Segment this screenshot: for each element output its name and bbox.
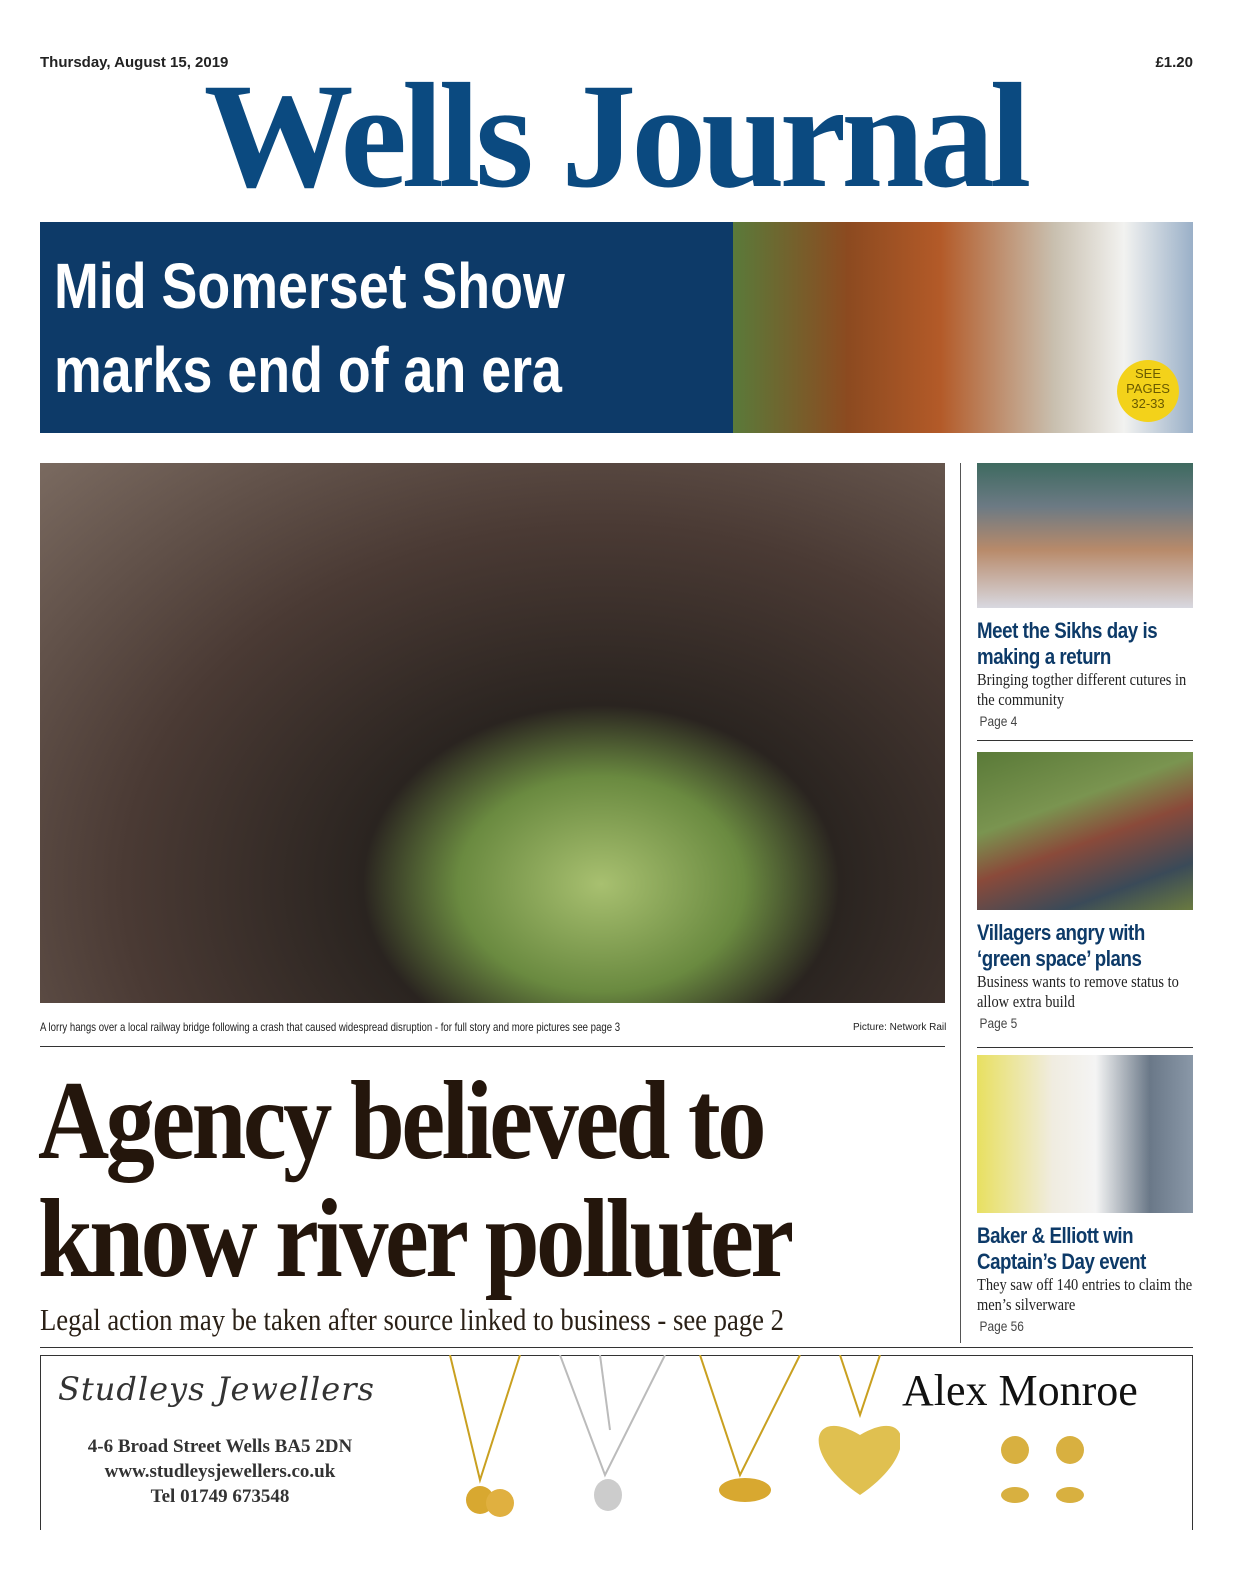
sidebar-story[interactable] bbox=[977, 463, 1193, 730]
story-page: Page 5 bbox=[979, 1015, 1018, 1031]
banner-headline[interactable] bbox=[40, 222, 733, 433]
photo-caption: A lorry hangs over a local railway bridge following a crash that caused widespread disruption - for full story and more pictures see page 3 bbox=[40, 1020, 621, 1034]
sikhs-day-photo bbox=[977, 463, 1193, 608]
banner-line-1: Mid Somerset Show bbox=[54, 250, 565, 322]
necklaces-image bbox=[440, 1355, 900, 1525]
brand-logo: Alex Monroe bbox=[902, 1366, 1138, 1415]
hotel-aerial-photo bbox=[977, 752, 1193, 910]
story-desc: They saw off 140 entries to claim the men’s silverware bbox=[977, 1275, 1193, 1314]
headline-line-1: Agency believed to bbox=[38, 1059, 763, 1183]
story-headline: Meet the Sikhs day is making a return bbox=[977, 618, 1158, 669]
story-desc: Business wants to remove status to allow extra build bbox=[977, 972, 1179, 1011]
story-desc: Bringing togther different cutures in the community bbox=[977, 670, 1187, 709]
ad-phone: Tel 01749 673548 bbox=[150, 1486, 290, 1507]
story-headline: Baker & Elliott win Captain’s Day event bbox=[977, 1223, 1146, 1274]
issue-date: Thursday, August 15, 2019 bbox=[40, 54, 229, 71]
story-headline: Villagers angry with ‘green space’ plans bbox=[977, 920, 1145, 971]
divider bbox=[977, 740, 1193, 741]
lorry-bridge-photo bbox=[40, 463, 945, 1003]
column-divider bbox=[960, 463, 961, 1343]
main-subhead: Legal action may be taken after source linked to business - see page 2 bbox=[40, 1302, 784, 1337]
photo-credit: Picture: Network Rail bbox=[853, 1022, 947, 1033]
golfers-photo bbox=[977, 1055, 1193, 1213]
headline-line-2: know river polluter bbox=[38, 1177, 791, 1301]
sidebar-story[interactable] bbox=[977, 752, 1193, 1032]
story-text bbox=[977, 920, 1193, 1032]
story-page: Page 56 bbox=[979, 1318, 1024, 1334]
divider bbox=[40, 1046, 945, 1047]
story-text bbox=[977, 618, 1193, 730]
banner-line-2: marks end of an era bbox=[54, 334, 562, 406]
main-headline[interactable] bbox=[38, 1059, 948, 1301]
divider bbox=[977, 1047, 1193, 1048]
see-pages-badge: SEE PAGES 32-33 bbox=[1117, 360, 1179, 422]
earrings-image bbox=[985, 1420, 1105, 1520]
story-text bbox=[977, 1223, 1193, 1335]
advertiser-logo: Studleys Jewellers bbox=[58, 1370, 375, 1408]
sidebar-story[interactable] bbox=[977, 1055, 1193, 1335]
divider bbox=[40, 1347, 1193, 1348]
ad-website[interactable]: www.studleysjewellers.co.uk bbox=[104, 1461, 336, 1482]
story-page: Page 4 bbox=[979, 713, 1018, 729]
issue-price: £1.20 bbox=[1155, 54, 1193, 71]
masthead-title: Wells Journal bbox=[203, 53, 1027, 219]
ad-address: 4-6 Broad Street Wells BA5 2DN bbox=[87, 1436, 353, 1457]
